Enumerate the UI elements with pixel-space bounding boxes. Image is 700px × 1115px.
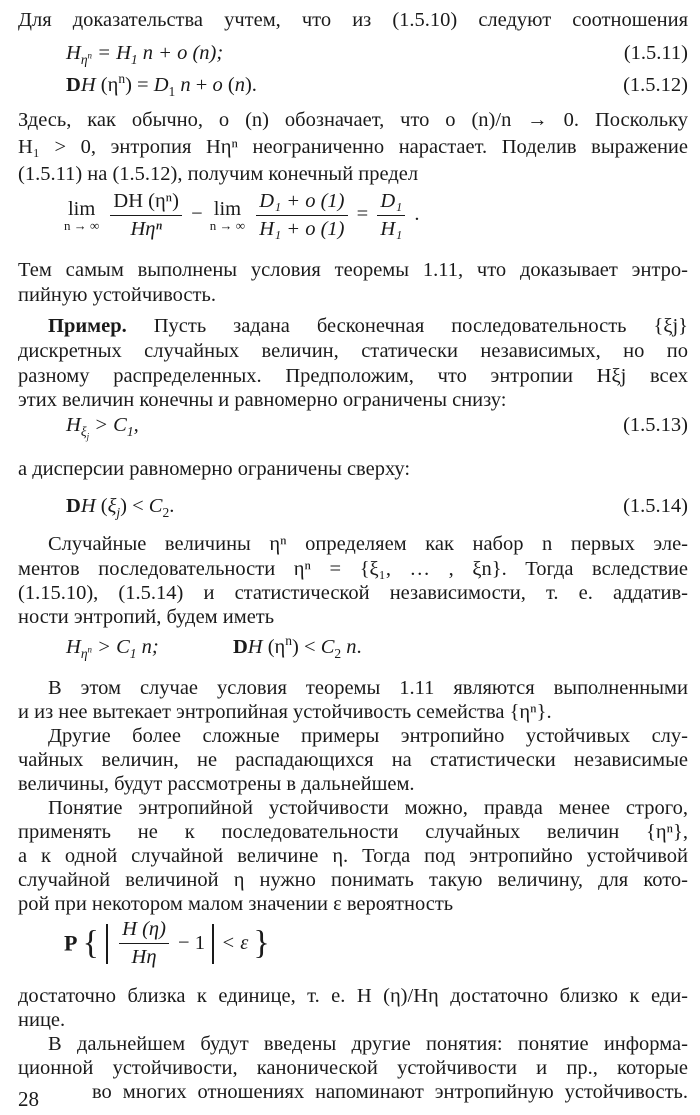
text-line: Тем самым выполнены условия теоремы 1.11, что доказывает энтро- [18,259,688,281]
text-line: Другие более сложные примеры энтропийно устойчивых слу- [48,725,688,747]
fraction: $\frac{\text{D₁ + o (1)}}{\text{H₁ + o (1)}}$ [256,190,347,241]
equation-number: (1.5.13) [623,414,688,436]
equation-number: (1.5.11) [623,42,688,64]
equation-1-5-14 [66,491,688,521]
text-line: В дальнейшем будут введены другие понятия: понятие информа- [48,1033,688,1055]
equation-body: $H_{\xi_j} > C_1$, [66,414,139,442]
limit-expression: lim n → ∞ $\frac{\text{DH (ηⁿ)}}{\text{Hηⁿ}}$ − lim n → ∞ $\frac{\text{D₁ + o (1)}}{\text{H₁ + o (1)}}$ = $\frac{\text{D₁}}{\text{H₁}}$ . [64,190,420,240]
equation-1-5-12 [66,70,688,100]
text-line: H₁ > 0, энтропия Hηⁿ неограниченно нарастает. Поделив выражение [18,136,688,158]
text-line: а дисперсии равномерно ограничены сверху: [18,458,411,480]
equation-inequalities [66,632,688,662]
text-line: во многих отношениях напоминают энтропийную устойчивость. [92,1081,688,1103]
text-line: нице. [18,1009,66,1031]
text-line: чайных величин, не распадающихся на статистически независимые [18,749,688,771]
text-line: Здесь, как обычно, o (n) обозначает, что o (n)/n → 0. Поскольку [18,109,688,131]
example-heading: Пример. [48,315,127,337]
text-line: Пример. Пусть задана бесконечная последовательность {ξj} [48,315,688,337]
text-line: ментов последовательности ηⁿ = {ξ₁, … , ξn}. Тогда вследствие [18,558,688,580]
equation-1-5-11 [66,38,688,68]
text-line: дискретных случайных величин, статически независимых, но по [18,340,688,362]
page-number: 28 [18,1087,39,1111]
text-line: этих величин конечны и равномерно ограничены снизу: [18,389,507,411]
fraction: $\frac{\text{DH (ηⁿ)}}{\text{Hηⁿ}}$ [110,190,182,241]
text-line: ности энтропий, будем иметь [18,606,275,628]
text-line: рой при некотором малом значении ε вероятность [18,893,454,915]
text-line: Понятие энтропийной устойчивости можно, правда менее строго, [48,797,688,819]
text-line: применять не к последовательности случайных величин {ηⁿ}, [18,821,688,843]
text-line: В этом случае условия теоремы 1.11 являются выполненными [48,677,688,699]
probability-expression: P { $\frac{H (\eta)}{H\eta}$ − 1 < ε } [64,918,270,968]
text-line: а к одной случайной величине η. Тогда под энтропийно устойчивой [18,845,688,867]
equation-body: $H_{\eta^n} > C_1$ n; [66,636,159,662]
fraction: $\frac{H (\eta)}{H\eta}$ [119,918,169,969]
text-line: достаточно близка к единице, т. е. H (η)/Hη достаточно близко к еди- [18,985,688,1007]
lim-operator: lim n → ∞ [209,197,246,233]
text-line: Для доказательства учтем, что из (1.5.10) следуют соотношения [18,9,688,31]
equation-number: (1.5.12) [623,74,688,96]
text-line: случайной величиной η нужно понимать такую величину, для кото- [18,869,688,891]
lim-operator: lim n → ∞ [64,197,100,233]
text-line: (1.5.11) на (1.5.12), получим конечный предел [18,163,419,185]
text-line: пийную устойчивость. [18,284,216,306]
equation-1-5-13 [66,410,688,440]
text-line: (1.15.10), (1.5.14) и статистической независимости, т. е. аддатив- [18,582,688,604]
fraction: $\frac{\text{D₁}}{\text{H₁}}$ [377,190,405,241]
text-line: величины, будут рассмотрены в дальнейшем. [18,773,415,795]
text-line: ционной устойчивости, канонической устойчивости и пр., которые [18,1057,688,1079]
text-line: и из нее вытекает энтропийная устойчивость семейства {ηⁿ}. [18,701,552,723]
equation-number: (1.5.14) [623,495,688,517]
text-line: Случайные величины ηⁿ определяем как набор n первых эле- [48,533,688,555]
equation-body: DH $(\eta^n) < C_2$ n. [232,633,362,662]
equation-body: DH $(\xi_j) < C_2$. [66,495,175,521]
text-line: разному распределенных. Предположим, что энтропии Hξj всех [18,365,688,387]
equation-body: DH $(\eta^n) = D_1$ n + o (n). [66,71,257,100]
equation-body: $H_{\eta^n} = H_1$ n + o (n); [66,42,224,68]
